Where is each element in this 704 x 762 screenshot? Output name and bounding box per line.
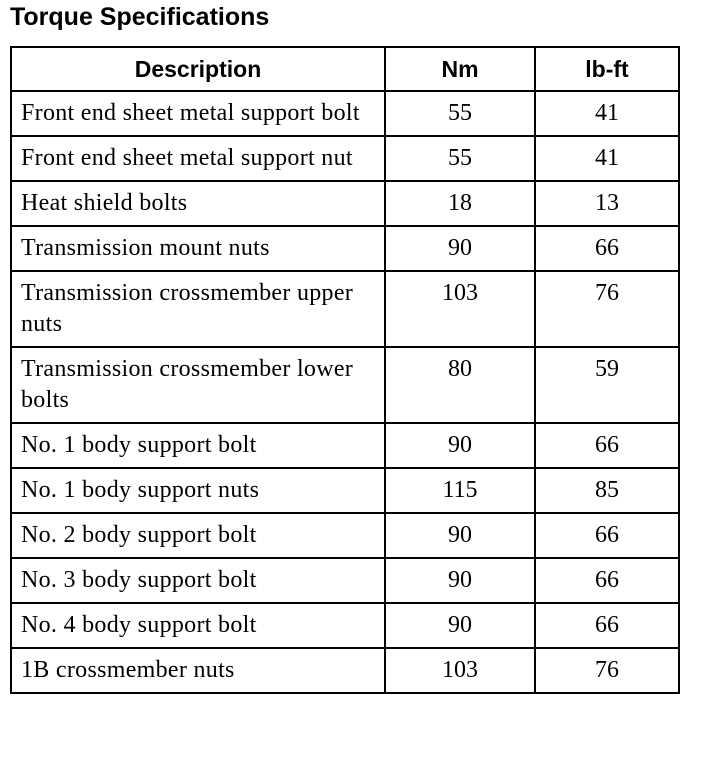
- cell-lbft: 13: [535, 181, 679, 226]
- table-row: [11, 603, 679, 648]
- column-header-description: Description: [11, 47, 385, 91]
- cell-nm: 80: [385, 347, 535, 423]
- page-title: Torque Specifications: [10, 3, 270, 31]
- cell-nm: 55: [385, 91, 535, 136]
- table-row: [11, 423, 679, 468]
- cell-lbft: 59: [535, 347, 679, 423]
- cell-lbft: 85: [535, 468, 679, 513]
- cell-nm: 55: [385, 136, 535, 181]
- cell-description: No. 1 body support nuts: [11, 468, 385, 513]
- cell-nm: 103: [385, 271, 535, 347]
- cell-lbft: 66: [535, 513, 679, 558]
- column-header-lbft: lb-ft: [535, 47, 679, 91]
- cell-nm: 90: [385, 226, 535, 271]
- cell-lbft: 66: [535, 558, 679, 603]
- cell-nm: 90: [385, 603, 535, 648]
- cell-nm: 90: [385, 558, 535, 603]
- cell-lbft: 41: [535, 91, 679, 136]
- cell-description: Front end sheet metal support bolt: [11, 91, 385, 136]
- cell-nm: 90: [385, 513, 535, 558]
- table-row: [11, 226, 679, 271]
- cell-lbft: 76: [535, 648, 679, 693]
- column-header-nm: Nm: [385, 47, 535, 91]
- cell-description: No. 2 body support bolt: [11, 513, 385, 558]
- cell-lbft: 41: [535, 136, 679, 181]
- cell-description: Transmission mount nuts: [11, 226, 385, 271]
- cell-lbft: 66: [535, 603, 679, 648]
- table-row: [11, 91, 679, 136]
- table-row: [11, 136, 679, 181]
- cell-nm: 18: [385, 181, 535, 226]
- table-row: [11, 271, 679, 347]
- cell-lbft: 76: [535, 271, 679, 347]
- cell-description: Front end sheet metal support nut: [11, 136, 385, 181]
- table-row: [11, 648, 679, 693]
- cell-description: No. 4 body support bolt: [11, 603, 385, 648]
- cell-description: No. 1 body support bolt: [11, 423, 385, 468]
- table-row: [11, 558, 679, 603]
- cell-description: Transmission crossmember upper nuts: [11, 271, 385, 347]
- table-row: [11, 468, 679, 513]
- cell-nm: 115: [385, 468, 535, 513]
- table-row: [11, 513, 679, 558]
- cell-description: No. 3 body support bolt: [11, 558, 385, 603]
- torque-specifications-table: [10, 46, 680, 694]
- cell-description: 1B crossmember nuts: [11, 648, 385, 693]
- table-row: [11, 181, 679, 226]
- table-row: [11, 347, 679, 423]
- cell-description: Transmission crossmember lower bolts: [11, 347, 385, 423]
- cell-nm: 103: [385, 648, 535, 693]
- cell-lbft: 66: [535, 423, 679, 468]
- table-header-row: [11, 47, 679, 91]
- cell-description: Heat shield bolts: [11, 181, 385, 226]
- cell-lbft: 66: [535, 226, 679, 271]
- cell-nm: 90: [385, 423, 535, 468]
